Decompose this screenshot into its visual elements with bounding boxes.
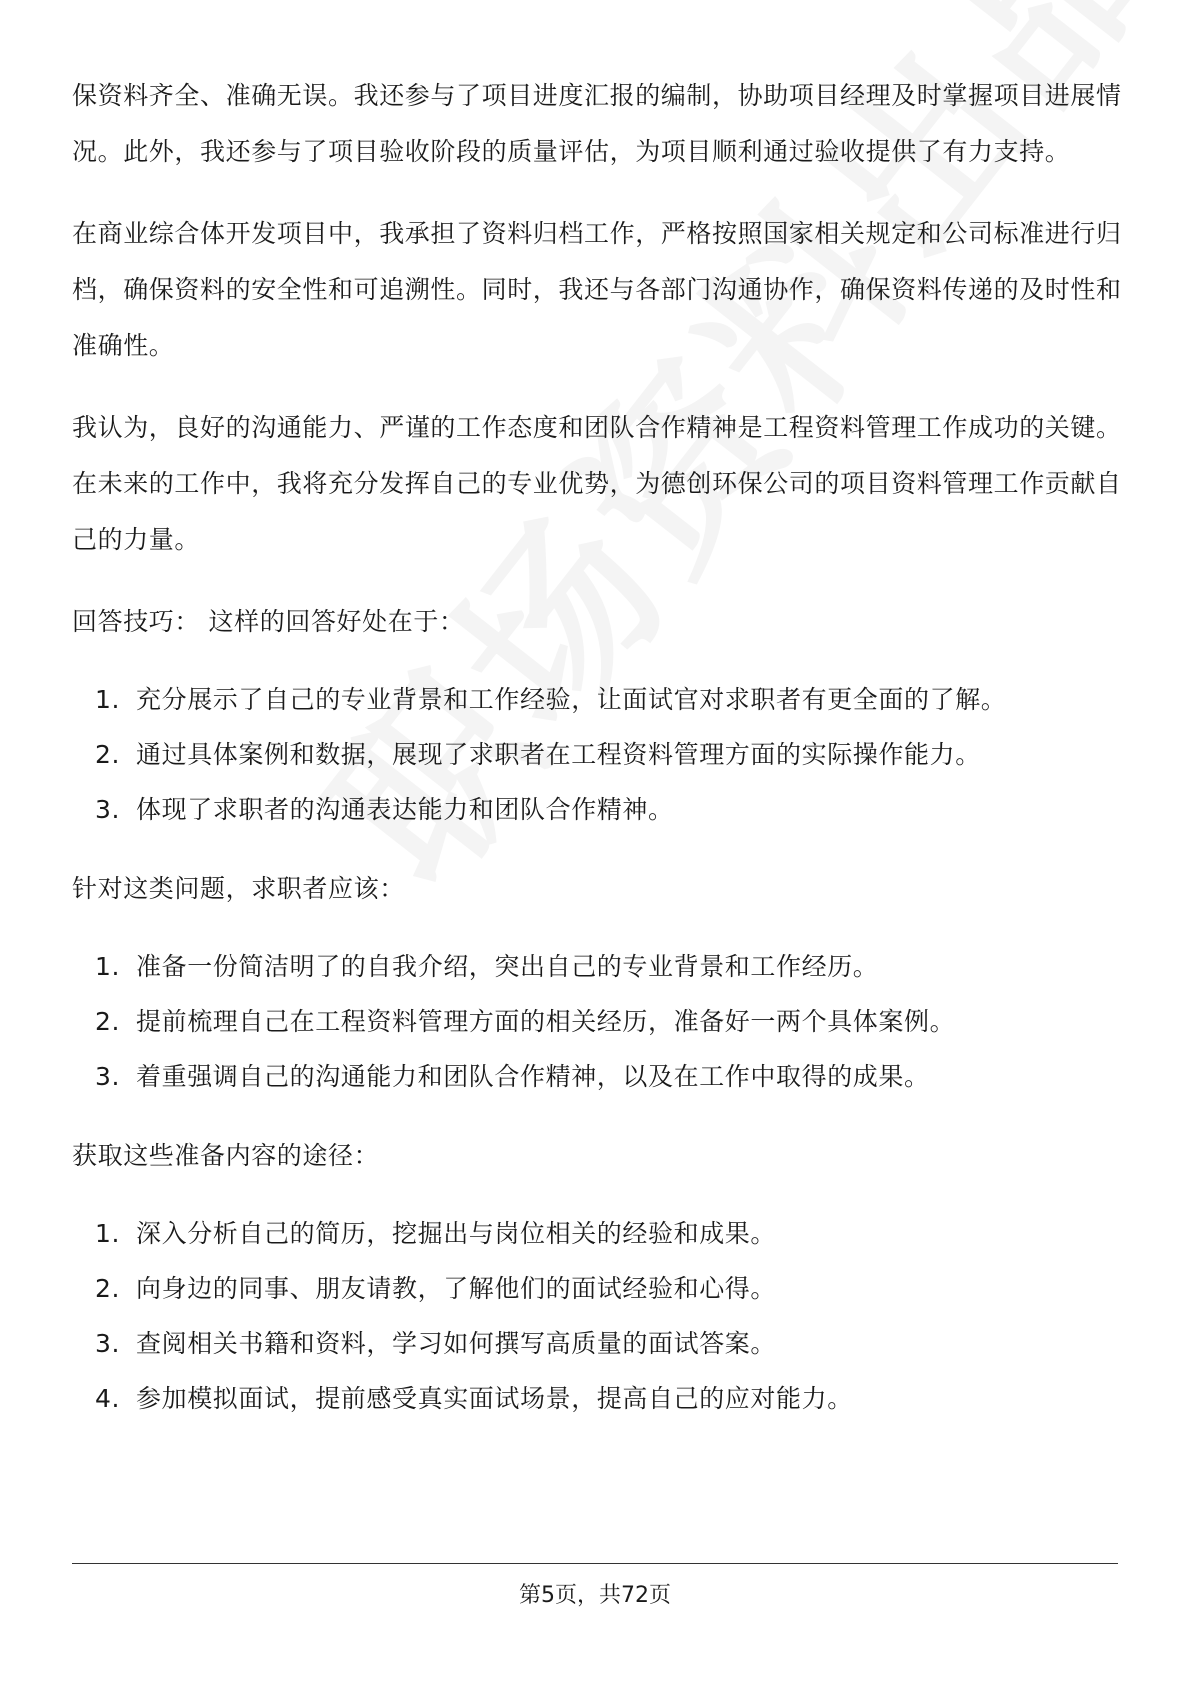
list-item-text: 着重强调自己的沟通能力和团队合作精神，以及在工作中取得的成果。 (136, 1062, 930, 1091)
advice-heading: 针对这类问题，求职者应该： (72, 874, 405, 903)
list-number: 1. (94, 1219, 120, 1248)
paragraph: 保资料齐全、准确无误。我还参与了项目进度汇报的编制，协助项目经理及时掌握项目进展情况。此外，我还参与了项目验收阶段的质量评估，为项目顺利通过验收提供了有力支持。 (72, 81, 1122, 166)
paragraph: 我认为，良好的沟通能力、严谨的工作态度和团队合作精神是工程资料管理工作成功的关键。在未来的工作中，我将充分发挥自己的专业优势，为德创环保公司的项目资料管理工作贡献自己的力量。 (72, 413, 1122, 554)
paragraph: 在商业综合体开发项目中，我承担了资料归档工作，严格按照国家相关规定和公司标准进行归档，确保资料的安全性和可追溯性。同时，我还与各部门沟通协作，确保资料传递的及时性和准确性。 (72, 219, 1122, 360)
list-number: 3. (94, 1062, 120, 1091)
list-number: 3. (94, 795, 120, 824)
list-item (72, 672, 1122, 727)
list-number: 4. (94, 1384, 120, 1413)
list-item (72, 1316, 1122, 1371)
sources-heading: 获取这些准备内容的途径： (72, 1141, 380, 1170)
tips-list (72, 672, 1122, 837)
sources-list (72, 1206, 1122, 1426)
list-number: 3. (94, 1329, 120, 1358)
list-number: 2. (94, 740, 120, 769)
list-item-text: 通过具体案例和数据，展现了求职者在工程资料管理方面的实际操作能力。 (136, 740, 981, 769)
advice-list (72, 939, 1122, 1104)
list-item-text: 查阅相关书籍和资料，学习如何撰写高质量的面试答案。 (136, 1329, 777, 1358)
list-item (72, 1371, 1122, 1426)
list-item (72, 939, 1122, 994)
list-item-text: 准备一份简洁明了的自我介绍，突出自己的专业背景和工作经历。 (136, 952, 879, 981)
tips-heading: 回答技巧： 这样的回答好处在于： (72, 607, 465, 636)
list-item (72, 782, 1122, 837)
list-item-text: 提前梳理自己在工程资料管理方面的相关经历，准备好一两个具体案例。 (136, 1007, 956, 1036)
list-item-text: 充分展示了自己的专业背景和工作经验，让面试官对求职者有更全面的了解。 (136, 685, 1007, 714)
list-item (72, 1261, 1122, 1316)
list-item (72, 727, 1122, 782)
footer-divider (72, 1563, 1118, 1564)
list-number: 2. (94, 1274, 120, 1303)
list-number: 1. (94, 952, 120, 981)
list-item-text: 参加模拟面试，提前感受真实面试场景，提高自己的应对能力。 (136, 1384, 853, 1413)
list-item (72, 1206, 1122, 1261)
list-item (72, 1049, 1122, 1104)
list-item-text: 向身边的同事、朋友请教，了解他们的面试经验和心得。 (136, 1274, 777, 1303)
list-number: 1. (94, 685, 120, 714)
document-body (72, 68, 1122, 1450)
page-number: 第5页，共72页 (519, 1583, 671, 1608)
list-number: 2. (94, 1007, 120, 1036)
list-item-text: 体现了求职者的沟通表达能力和团队合作精神。 (136, 795, 674, 824)
list-item (72, 994, 1122, 1049)
list-item-text: 深入分析自己的简历，挖掘出与岗位相关的经验和成果。 (136, 1219, 777, 1248)
